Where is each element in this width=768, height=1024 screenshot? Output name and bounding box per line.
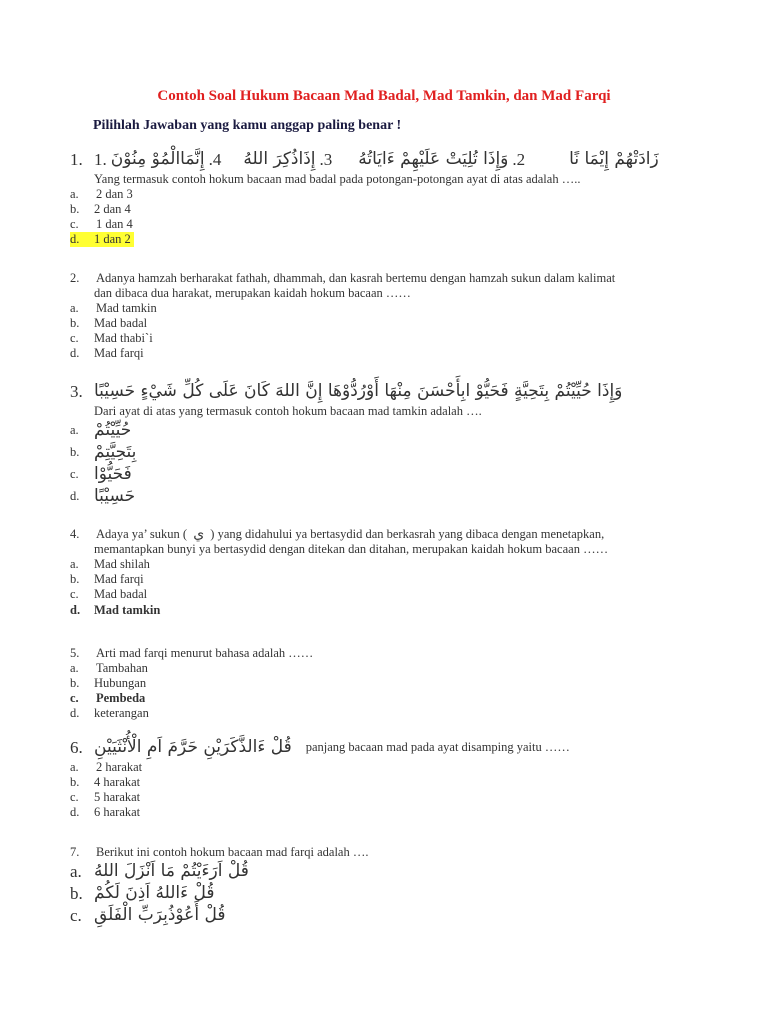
question-number: 7. [70, 845, 80, 859]
question-text: Dari ayat di atas yang termasuk contoh hokum bacaan mad tamkin adalah …. [94, 404, 482, 418]
option-d [70, 706, 690, 721]
question-number: 5. [70, 646, 80, 660]
option-text: 1 dan 4 [96, 217, 133, 231]
option-a [70, 187, 690, 202]
option-label: c. [70, 587, 79, 601]
option-text: 2 harakat [96, 760, 143, 774]
question-7 [70, 845, 690, 926]
question-4 [70, 527, 690, 618]
question-text-continued: memantapkan bunyi ya bertasydid dengan ditekan dan ditahan, merupakan kaidah hokum bacaan …… [94, 542, 609, 556]
option-label: d. [70, 603, 81, 617]
verse-4: إِذَاذُكِرَ اللهُ [243, 148, 316, 169]
option-label: a. [70, 187, 79, 201]
option-text: Mad farqi [94, 572, 144, 586]
option-b [70, 316, 690, 331]
option-label: c. [70, 466, 79, 481]
option-label: a. [70, 861, 82, 881]
option-a [70, 661, 690, 676]
verse: وَإِذَا حُيِّيْتُمْ بِتَحِيَّةٍ فَحَيُّوْ ابِأَحْسَنَ مِنْهَا أَوْرُدُّوْهَا إِنَّ اللهَ كَانَ عَلَى كُلِّ شَيْءٍ حَسِيْبًا [94, 380, 623, 401]
question-text: Adanya hamzah berharakat fathah, dhammah, dan kasrah bertemu dengan hamzah sukun dalam kalimat [96, 271, 616, 285]
option-c-bold [70, 691, 690, 706]
option-d [70, 805, 690, 820]
option-c [70, 587, 690, 602]
option-label: d. [70, 805, 80, 819]
option-text: حُيِّيْتُمْ [94, 419, 132, 440]
option-label: a. [70, 557, 79, 571]
option-text: قُلْ اَرَءَيْتُمْ مَا اَنْزَلَ اللهُ [94, 860, 249, 881]
option-label: b. [70, 202, 80, 216]
verse-marker-4: .4 [208, 149, 222, 169]
option-text: Mad thabi`i [94, 331, 153, 345]
option-b [70, 202, 690, 217]
option-text: keterangan [94, 706, 149, 720]
option-text: Mad badal [94, 316, 148, 330]
option-text: Mad shilah [94, 557, 150, 571]
question-number: 4. [70, 527, 80, 541]
option-label: c. [70, 790, 79, 804]
ya-sukun-glyph: ي [193, 526, 205, 542]
verse-2: زَادَتْهُمْ إِيْمَا نًا [569, 148, 659, 169]
instruction-text: Pilihlah Jawaban yang kamu anggap paling benar ! [93, 118, 402, 133]
option-text: 2 dan 3 [96, 187, 133, 201]
option-text: 4 harakat [94, 775, 141, 789]
option-label: b. [70, 775, 80, 789]
question-text-continued: dan dibaca dua harakat, merupakan kaidah hokum bacaan …… [94, 286, 411, 300]
option-a [70, 419, 690, 441]
question-3 [70, 378, 690, 507]
option-text: 2 dan 4 [94, 202, 131, 216]
question-1 [70, 146, 690, 247]
option-label: a. [70, 301, 79, 315]
option-label: b. [70, 572, 80, 586]
verse-marker-3: .3 [319, 149, 333, 169]
option-c [70, 904, 690, 926]
option-b [70, 441, 690, 463]
question-text: Adaya ya’ sukun ( [96, 527, 188, 541]
option-c [70, 790, 690, 805]
question-6 [70, 734, 690, 820]
option-text: 5 harakat [94, 790, 141, 804]
option-text: Mad farqi [94, 346, 144, 360]
option-c [70, 217, 690, 232]
option-label: b. [70, 676, 80, 690]
question-text: Yang termasuk contoh hokum bacaan mad badal pada potongan-potongan ayat di atas adalah ….. [94, 172, 581, 186]
option-b [70, 676, 690, 691]
option-text: Tambahan [96, 661, 148, 675]
option-label: b. [70, 316, 80, 330]
option-text: فَحَيُّوْا [94, 463, 132, 484]
question-text: Arti mad farqi menurut bahasa adalah …… [96, 646, 314, 660]
option-label: c. [70, 331, 79, 345]
question-text: panjang bacaan mad pada ayat disamping yaitu …… [305, 739, 570, 754]
option-label: c. [70, 691, 79, 705]
verse-marker-2: .2 [512, 149, 526, 169]
option-label: c. [70, 905, 82, 925]
option-label: a. [70, 661, 79, 675]
option-text: قُلْ ءَاللهُ اَذِنَ لَكُمْ [94, 882, 215, 903]
verse-1: إِنَّمَاالْمُوْ مِنُوْنَ [110, 148, 205, 169]
option-label: d. [70, 346, 80, 360]
option-label: d. [70, 488, 80, 503]
question-number: 1. [70, 149, 83, 169]
question-2 [70, 271, 690, 361]
option-label: a. [70, 760, 79, 774]
option-a [70, 760, 690, 775]
verse: قُلْ ءَالذَّكَرَيْنِ حَرَّمَ اَمِ الْأُنْثَيَيْنِ [94, 736, 292, 757]
option-text: Mad badal [94, 587, 148, 601]
option-b [70, 775, 690, 790]
option-a [70, 860, 690, 882]
option-text: Mad tamkin [94, 603, 161, 617]
option-a [70, 301, 690, 316]
option-b [70, 882, 690, 904]
option-b [70, 572, 690, 587]
question-number: 2. [70, 271, 80, 285]
question-text: Berikut ini contoh hokum bacaan mad farqi adalah …. [96, 845, 369, 859]
option-d-highlighted [70, 232, 690, 247]
option-text: 6 harakat [94, 805, 141, 819]
option-c [70, 463, 690, 485]
option-text: 1 dan 2 [94, 232, 131, 246]
option-text: قُلْ أَعُوْذُبِرَبِّ الْفَلَقِ [94, 904, 226, 925]
option-label: d. [70, 706, 80, 720]
option-label: b. [70, 883, 83, 903]
option-d-bold [70, 603, 690, 618]
option-text: حَسِيْبًا [94, 485, 136, 506]
document-title: Contoh Soal Hukum Bacaan Mad Badal, Mad Tamkin, dan Mad Farqi [157, 88, 611, 104]
option-a [70, 557, 690, 572]
question-text-rest: ) yang didahului ya bertasydid dan berkasrah yang dibaca dengan menetapkan, [210, 527, 605, 541]
option-text: بِتَحِيَّتِمْ [94, 441, 137, 462]
option-label: d. [70, 232, 80, 246]
option-d [70, 485, 690, 507]
question-number: 6. [70, 737, 83, 757]
verse-3: وَإِذَا تُلِيَتْ عَلَيْهِمْ ءَايَاتُهُ [358, 148, 509, 169]
option-c [70, 331, 690, 346]
option-text: Pembeda [96, 691, 146, 705]
question-5 [70, 646, 690, 721]
option-text: Hubungan [94, 676, 147, 690]
question-number: 3. [70, 381, 83, 401]
option-label: a. [70, 422, 79, 437]
option-label: b. [70, 444, 80, 459]
option-label: c. [70, 217, 79, 231]
option-text: Mad tamkin [96, 301, 157, 315]
option-d [70, 346, 690, 361]
verse-prefix: 1. [94, 149, 107, 169]
